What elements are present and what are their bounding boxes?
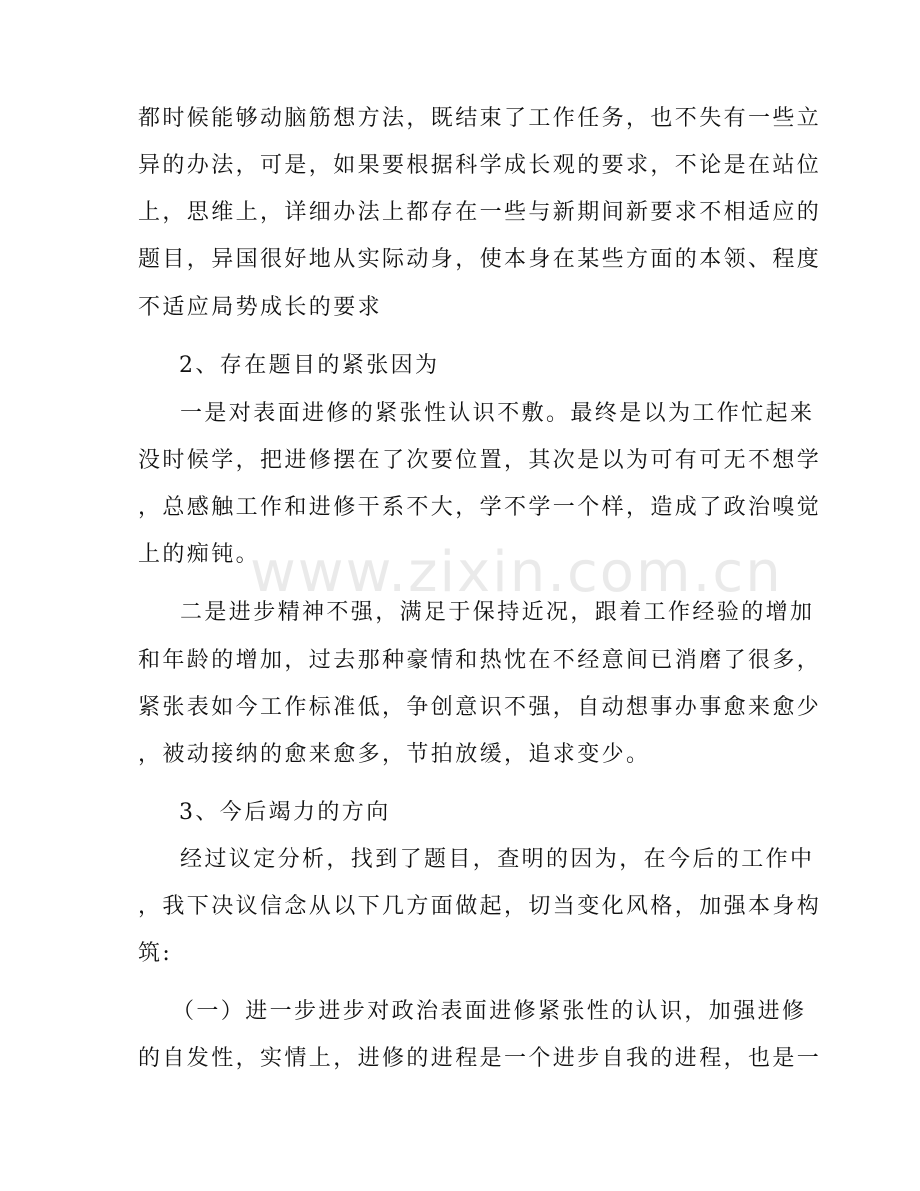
paragraph-line: ，总感触工作和进修干系不大，学不学一个样，造成了政治嗅觉 xyxy=(138,495,822,520)
paragraph-line: 的自发性，实情上，进修的进程是一个进步自我的进程，也是一 xyxy=(138,1046,822,1071)
paragraph-line: 和年龄的增加，过去那种豪情和热忱在不经意间已消磨了很多， xyxy=(138,648,822,673)
section-heading: 3、今后竭力的方向 xyxy=(179,800,391,825)
paragraph-line: 筑: xyxy=(138,941,173,966)
paragraph-line: 不适应局势成长的要求 xyxy=(138,295,383,320)
paragraph-line: 一是对表面进修的紧张性认识不敷。最终是以为工作忙起来 xyxy=(180,401,815,426)
paragraph-line: （一）进一步进步对政治表面进修紧张性的认识，加强进修 xyxy=(172,999,807,1024)
section-heading: 2、存在题目的紧张因为 xyxy=(179,353,440,378)
paragraph-line: ，被动接纳的愈来愈多，节拍放缓，追求变少。 xyxy=(138,742,651,767)
paragraph-line: 经过议定分析，找到了题目，查明的因为，在今后的工作中 xyxy=(180,847,815,872)
paragraph-line: 没时候学，把进修摆在了次要位置，其次是以为可有可无不想学 xyxy=(138,448,822,473)
paragraph-line: ，我下决议信念从以下几方面做起，切当变化风格，加强本身构 xyxy=(138,894,822,919)
paragraph-line: 紧张表如今工作标准低，争创意识不强，自动想事办事愈来愈少 xyxy=(138,695,822,720)
paragraph-line: 上的痴钝。 xyxy=(138,542,261,567)
watermark: www.zixin.com.cn xyxy=(250,540,783,605)
paragraph-line: 都时候能够动脑筋想方法，既结束了工作任务，也不失有一些立 xyxy=(138,106,822,131)
paragraph-line: 题目，异国很好地从实际动身，使本身在某些方面的本领、程度 xyxy=(138,247,822,272)
paragraph-line: 异的办法，可是，如果要根据科学成长观的要求，不论是在站位 xyxy=(138,153,822,178)
paragraph-line: 二是进步精神不强，满足于保持近况，跟着工作经验的增加 xyxy=(180,600,815,625)
paragraph-line: 上，思维上，详细办法上都存在一些与新期间新要求不相适应的 xyxy=(138,200,822,225)
